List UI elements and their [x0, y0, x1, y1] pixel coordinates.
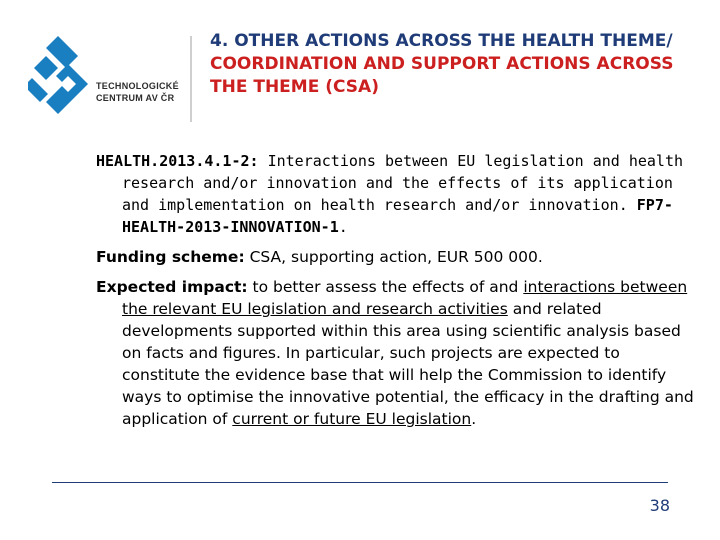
topic-call-id: FP7-HEALTH-2013-INNOVATION-1	[122, 196, 673, 236]
header-divider	[190, 36, 192, 122]
topic-end: .	[338, 218, 348, 236]
impact-label: Expected impact:	[96, 278, 248, 296]
funding-paragraph	[96, 246, 696, 268]
impact-link-2: current or future EU legislation	[232, 410, 472, 428]
logo-text	[96, 80, 179, 104]
funding-label: Funding scheme:	[96, 248, 245, 266]
footer-rule	[52, 482, 668, 483]
topic-code: HEALTH.2013.4.1-2:	[96, 152, 259, 170]
logo-line-2: CENTRUM AV ČR	[96, 93, 175, 103]
topic-text: Interactions between EU legislation and health research and/or innovation and the effects of its application and implementation on health research and/or innovation.	[122, 152, 684, 214]
title-part-2: COORDINATION AND SUPPORT ACTIONS ACROSS THE THEME (CSA)	[210, 54, 674, 97]
slide-title	[210, 30, 690, 99]
impact-link-1: interactions between the relevant EU legislation and research activities	[122, 278, 688, 318]
impact-text-1: to better assess the effects of and	[247, 278, 524, 296]
impact-text-2: and related developments supported within this area using scientific analysis based on facts and figures. In particular, such projects are expected to constitute the evidence base that will help the Commission to identify ways to optimise the innovative potential, the efficacy in the drafting and application of	[122, 300, 694, 428]
page-number: 38	[649, 496, 670, 515]
topic-paragraph	[96, 150, 696, 238]
impact-end: .	[471, 410, 477, 428]
slide-content	[96, 150, 696, 438]
funding-text: CSA, supporting action, EUR 500 000.	[244, 248, 543, 266]
logo-line-1: TECHNOLOGICKÉ	[96, 81, 179, 91]
organization-logo	[28, 34, 178, 118]
title-part-1: 4. OTHER ACTIONS ACROSS THE HEALTH THEME/	[210, 31, 673, 51]
logo-mark-icon	[28, 34, 92, 114]
impact-paragraph	[96, 276, 696, 430]
